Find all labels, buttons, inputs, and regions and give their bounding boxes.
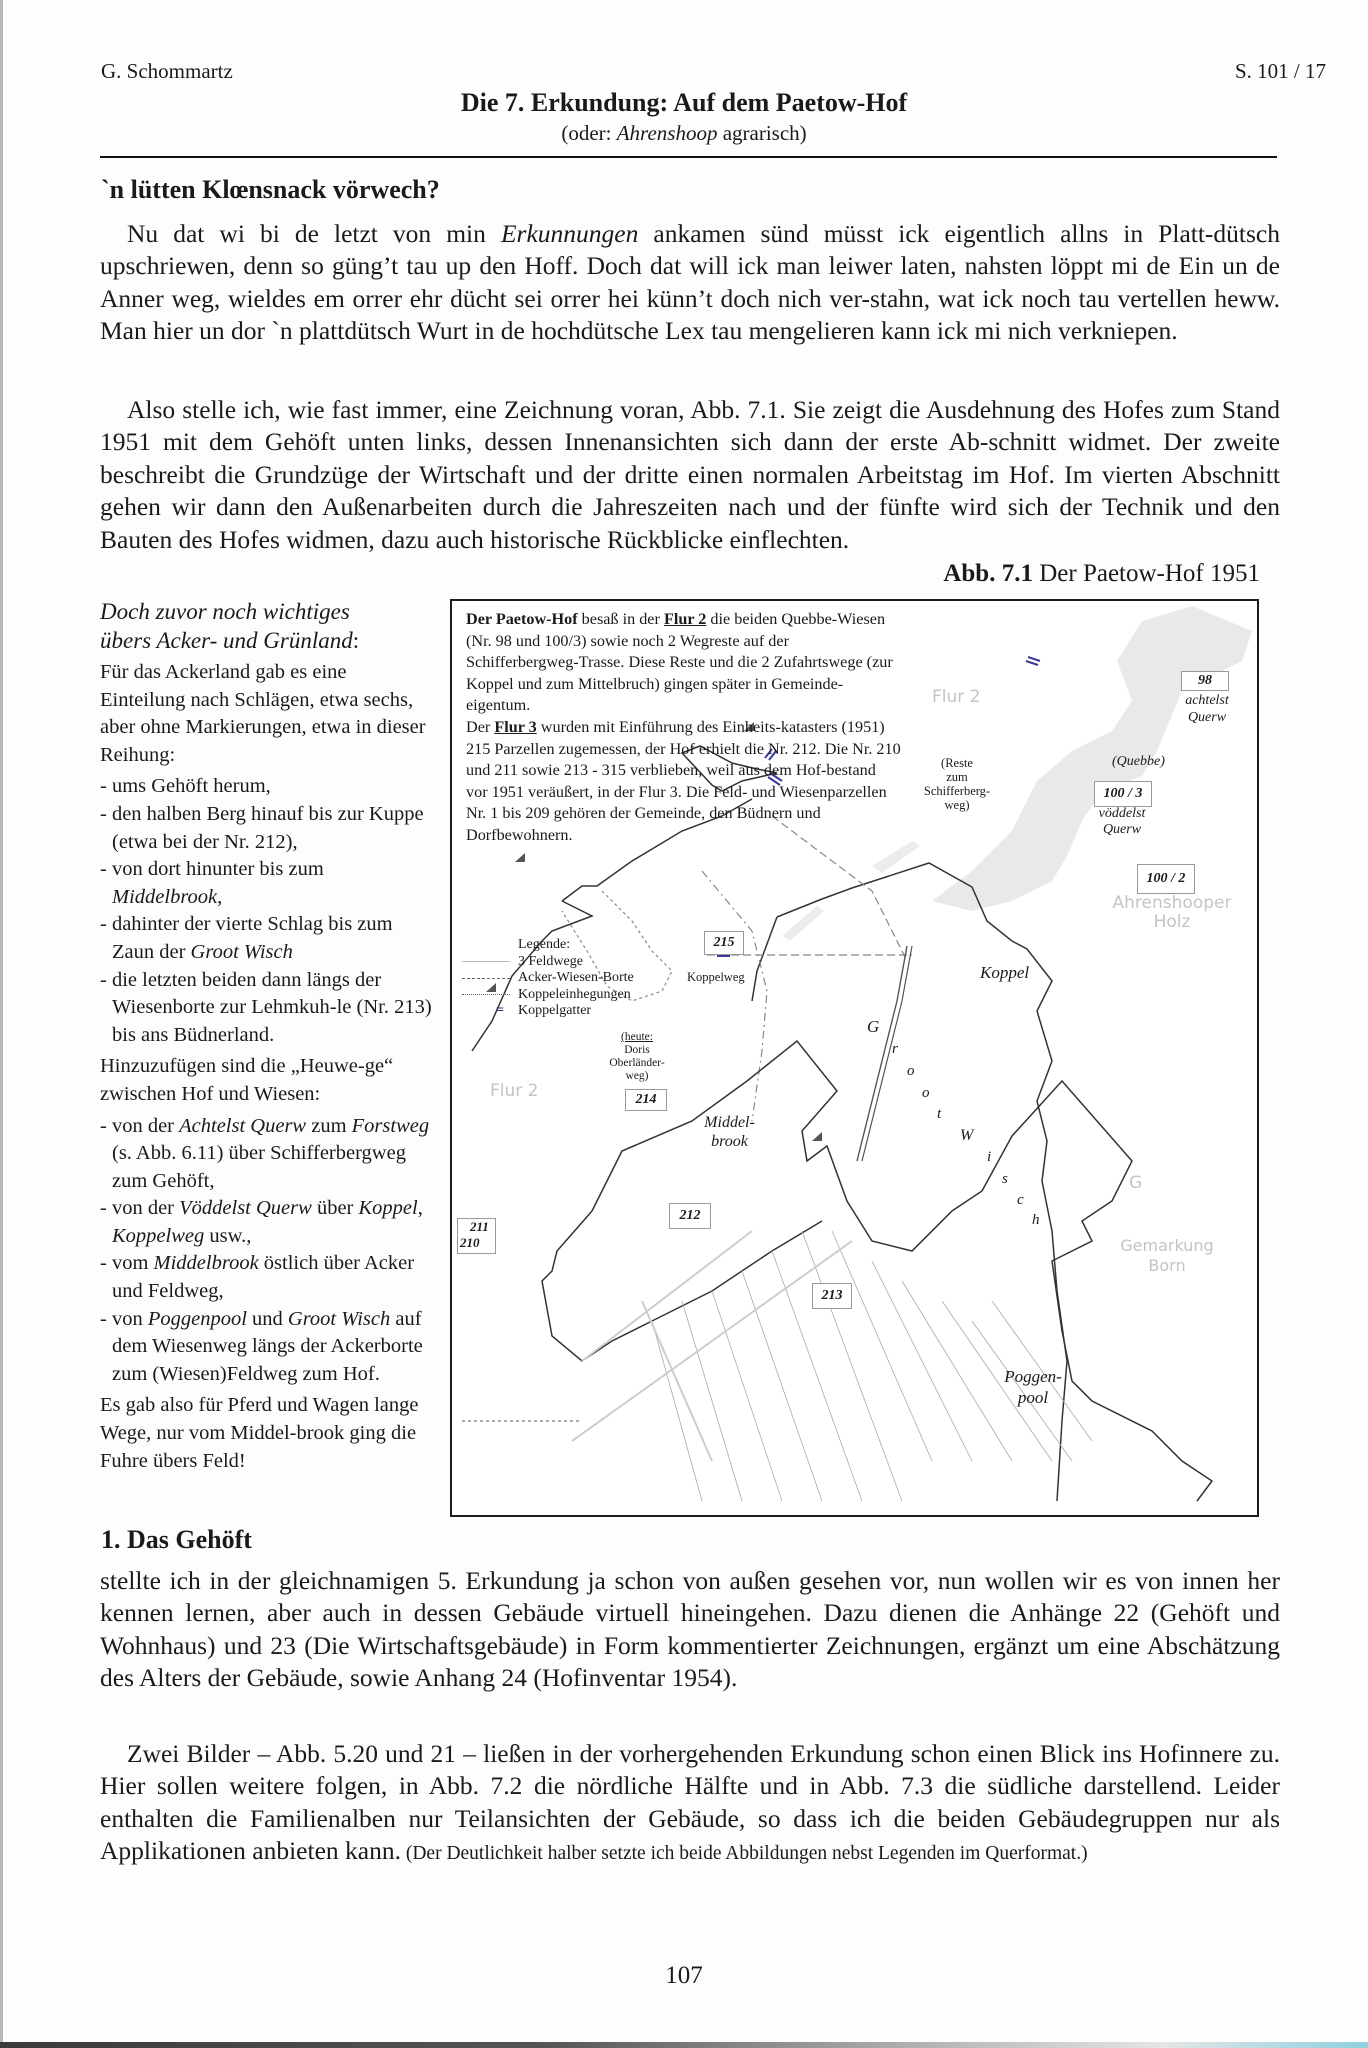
label-groot-wisch: r <box>892 1041 898 1057</box>
page-title: Die 7. Erkundung: Auf dem Paetow-Hof <box>460 88 908 117</box>
text: wurden mit Einführung des Einheits-katasters (1951) 215 Parzellen zugemessen, der Hof erhielt die Nr. 212. Die Nr. 210 und 211 sowie 213 - 315 verblieben, weil aus dem Hof-bestand vor 1951 veräußert, in der Flur 3. Die Feld- und Wiesenparzellen Nr. 1 bis 209 gehören der Gemeinde, den Büdnern und Dorfbewohnern. <box>466 717 901 844</box>
text: und <box>246 1307 288 1330</box>
text: brook <box>711 1133 748 1150</box>
feldweg-double <box>857 946 907 1161</box>
subtitle-suffix: agrarisch) <box>717 121 807 145</box>
parcel-100-2: 100 / 2 <box>1137 864 1195 894</box>
label-flur2: Flur 2 <box>490 1081 539 1101</box>
page-edge <box>0 2042 1368 2048</box>
text: Doch zuvor noch wichtiges <box>100 599 350 624</box>
running-header-author: G. Schommartz <box>101 59 233 83</box>
italic-text: Groot Wisch <box>287 1307 391 1330</box>
text: Middel- <box>704 1114 755 1131</box>
text: Querw <box>1102 822 1142 837</box>
label-flur2: Flur 2 <box>932 687 981 707</box>
legend-item <box>462 987 634 1004</box>
label-reste-schifferbergweg <box>912 756 1002 812</box>
text: Also stelle ich, wie fast immer, eine Zeichnung voran, Abb. 7.1. Sie zeigt die Ausdehnung des Hofes zum Stand 1951 mit dem Gehöft unten links, dessen Innenansichten sich dann der erste Ab-schnitt widmet. Der zweite beschreibt die Grundzüge der Wirtschaft und der dritte einen normalen Arbeitstag im Hof. Im vierten Abschnitt gehen wir dann den Außenarbeiten durch die Jahreszeiten nach und der fünfte wird sich der Technik und den Bauten des Hofes widmen, dazu auch historische Rückblicke einflechten. <box>100 395 1280 554</box>
italic-text: Vöddelst Querw <box>179 1197 312 1220</box>
label-koppel: Koppel <box>980 963 1030 982</box>
sidebar-lead <box>100 597 432 655</box>
legend-item <box>462 970 634 987</box>
text: , <box>417 1197 423 1220</box>
text: besaß in der <box>577 610 664 628</box>
sidebar-text <box>100 597 432 1479</box>
italic-text: Middelbrook <box>112 885 218 908</box>
text: weg) <box>625 1070 649 1082</box>
schifferbergweg-rest-shape <box>782 906 824 941</box>
list-item <box>100 911 432 966</box>
note-bold: Der Paetow-Hof <box>466 610 578 628</box>
list-item <box>100 1113 432 1196</box>
text: über <box>311 1197 359 1220</box>
text: Querw <box>1187 710 1227 725</box>
text: übers Acker- und Grünland <box>100 628 353 653</box>
list-item <box>100 1250 432 1305</box>
legend-label: Acker-Wiesen-Borte <box>518 970 634 985</box>
text: - von der <box>100 1114 180 1137</box>
label-groot-wisch: h <box>1032 1212 1040 1228</box>
list-item: - ums Gehöft herum, <box>100 775 271 798</box>
italic-text: Groot Wisch <box>190 940 293 963</box>
text: stellte ich in der gleichnamigen 5. Erkundung ja schon von außen gesehen vor, nun wollen wir es von innen her kennen lernen, aber auch in dessen Gebäude virtuell hineingehen. Dazu dienen die Anhänge 22 (Gehöft und Wohnhaus) und 23 (Die Wirtschaftsgebäude) in Form kommentierter Zeichnungen, ergänzt um eine Abschätzung des Alters der Gebäude, sowie Anhang 24 (Hofinventar 1954). <box>100 1566 1280 1693</box>
italic-text: Poggenpool <box>147 1307 247 1330</box>
text: (s. Abb. 6.11) über Schifferbergweg zum Gehöft, <box>112 1142 406 1192</box>
text: auf dem Wiesenweg längs der Ackerborte zum (Wiesen)Feldweg zum Hof. <box>112 1307 423 1385</box>
sidebar-paragraph: Für das Ackerland gab es eine Einteilung nach Schlägen, etwa sechs, aber ohne Markierungen, etwa in dieser Reihung: <box>100 661 426 766</box>
text: - dahinter der vierte Schlag bis zum Zaun der <box>100 913 393 963</box>
parcel-211: 211 <box>470 1219 489 1234</box>
figure-caption-label: Abb. 7.1 <box>943 560 1033 587</box>
text: weg) <box>944 798 970 812</box>
text: (Reste <box>941 756 973 770</box>
italic-text: Koppel <box>358 1197 418 1220</box>
text: - von dort hinunter bis zum <box>100 858 324 881</box>
sidebar-paragraph: Es gab also für Pferd und Wagen lange Wege, nur vom Middel-brook ging die Fuhre übers Feld! <box>100 1394 419 1472</box>
figure-caption <box>943 560 1260 588</box>
label-groot-wisch: i <box>987 1149 992 1165</box>
title-rule <box>100 156 1277 158</box>
note-flur3: Flur 3 <box>494 717 537 736</box>
text: die beiden Quebbe-Wiesen (Nr. 98 und 100/3) sowie noch 2 Wegreste auf der Schifferbergweg-Trasse. Diese Reste und die 2 Zufahrtswege (zur Koppel und zum Mittelbruch) gingen später in Gemeinde-eigentum. <box>466 610 893 715</box>
feldweg-light <box>572 1231 852 1461</box>
text: pool <box>1017 1388 1049 1407</box>
page-subtitle <box>0 121 1368 146</box>
list-item: - die letzten beiden dann längs der Wiesenborte zur Lehmkuh-le (Nr. 213) bis ans Büdnerland. <box>100 968 432 1046</box>
koppel-fence <box>702 871 767 1121</box>
text: Schifferberg- <box>923 784 991 798</box>
label-groot-wisch: G <box>867 1017 880 1036</box>
text: zum <box>306 1114 352 1137</box>
text: Poggen- <box>1004 1367 1062 1386</box>
text: - vom <box>100 1252 154 1275</box>
section-heading: 1. Das Gehöft <box>101 1525 252 1554</box>
dash-dot-line-icon <box>462 994 510 995</box>
double-bar-icon: = <box>496 1003 504 1018</box>
italic-text: Achtelst Querw <box>179 1114 307 1137</box>
sidebar-list-2 <box>100 1113 432 1389</box>
parcel-212: 212 <box>669 1203 711 1229</box>
text: Holz <box>1153 912 1191 932</box>
solid-line-icon <box>462 961 510 962</box>
legend-item <box>462 1003 634 1020</box>
figure-note <box>466 609 901 847</box>
label-koppelweg: Koppelweg <box>687 970 745 984</box>
parcel-98: 98 <box>1181 671 1229 691</box>
text: zum <box>946 770 968 784</box>
italic-text: Middelbrook <box>153 1252 259 1275</box>
small-text: (Der Deutlichkeit halber setzte ich beide Abbildungen nebst Legenden im Querformat.) <box>400 1843 1088 1865</box>
legend-label: 3 Feldwege <box>518 953 583 969</box>
italic-text: Forstweg <box>351 1114 430 1137</box>
label-ahrenshooper-holz <box>1097 894 1247 932</box>
legend-label: Koppeleinhegungen <box>518 986 631 1002</box>
label-groot-wisch: t <box>937 1106 942 1122</box>
text: , <box>217 885 223 908</box>
text: vöddelst <box>1098 806 1146 821</box>
note-flur2: Flur 2 <box>663 610 707 628</box>
intro-paragraph-2 <box>100 394 1280 556</box>
text: : <box>352 628 360 653</box>
intro-heading: `n lütten Klœnsnack vörwech? <box>101 175 440 204</box>
subtitle-italic: Ahrenshoop <box>616 121 718 145</box>
list-item <box>100 1195 432 1250</box>
list-item <box>100 856 432 911</box>
page-number: 107 <box>665 1962 703 1989</box>
page-edge <box>0 0 3 2048</box>
legend-title: Legende: <box>518 937 571 952</box>
parcel-211-210 <box>457 1218 496 1254</box>
label-groot-wisch: W <box>960 1127 974 1144</box>
sidebar-paragraph: Hinzuzufügen sind die „Heuwe-ge“ zwischen Hof und Wiesen: <box>100 1055 394 1105</box>
label-middelbrook <box>697 1113 762 1151</box>
label-achtelst-querw <box>1172 692 1242 726</box>
italic-text: Koppelweg <box>112 1224 205 1247</box>
figure-caption-text: Der Paetow-Hof 1951 <box>1032 560 1260 587</box>
feldweg-double <box>862 946 912 1161</box>
text: Zwei Bilder – Abb. 5.20 und 21 – ließen in der vorhergehenden Erkundung schon einen Blick ins Hofinnere zu. Hier sollen weitere folgen, in Abb. 7.2 die nördliche Hälfte und in Abb. 7.3 die südliche darstellend. Leider enthalten die Familienalben nur Teilansichten der Gebäude, so dass ich die beiden Gebäudegruppen nur als Applikationen anbieten kann. <box>100 1739 1280 1866</box>
subtitle-prefix: (oder: <box>561 121 617 145</box>
section1-paragraph-2 <box>100 1738 1280 1871</box>
label-groot-wisch: s <box>1002 1171 1008 1187</box>
list-item: - den halben Berg hinauf bis zur Kuppe (etwa bei der Nr. 212), <box>100 802 424 853</box>
boundary-line <box>752 917 777 1001</box>
label-voeddelst-querw <box>1092 806 1152 838</box>
parcel-100-3: 100 / 3 <box>1094 781 1152 807</box>
running-header-page-ref: S. 101 / 17 <box>1234 59 1326 83</box>
text: Doris <box>624 1044 650 1056</box>
figure-map <box>450 599 1259 1517</box>
text: ankamen sünd müsst ick eigentlich allns in Platt-dütsch upschriewen, denn so güng’t tau up den Hoff. Doch dat will ick man leiwer laten, nahsten löppt mi de Ein un de Anner weg, wieldes em orrer ehr dücht sei orrer hei künn’t doch nich ver-stahn, wat ick noch tau vertellen heww. Man hier un dor `n plattdütsch Wurt in de hochdütsche Lex tau mengelieren kann ick mi nich verkniepen. <box>100 219 1281 346</box>
label-poggenpool <box>998 1366 1068 1408</box>
text: - von <box>100 1307 148 1330</box>
parcel-213: 213 <box>812 1283 852 1309</box>
map-legend <box>462 937 634 1020</box>
label-groot-wisch: c <box>1017 1192 1024 1208</box>
text: Nu dat wi bi de letzt von min <box>127 219 501 248</box>
text: Ahrenshooper <box>1112 893 1232 913</box>
text: Oberländer- <box>609 1057 665 1069</box>
section1-paragraph-1 <box>100 1565 1280 1695</box>
text: (heute: <box>621 1031 653 1043</box>
sidebar-list-1 <box>100 773 432 1049</box>
dashed-line-icon <box>462 978 510 979</box>
text: usw., <box>204 1224 252 1247</box>
label-heute-doris-oberlaender-weg <box>602 1031 672 1083</box>
label-gemarkung-born <box>1107 1236 1227 1276</box>
label-groot-wisch: o <box>907 1063 915 1079</box>
text: Born <box>1148 1256 1186 1275</box>
legend-label: Koppelgatter <box>518 1003 592 1018</box>
intro-paragraph-1 <box>100 218 1280 348</box>
parcel-214: 214 <box>625 1089 667 1111</box>
legend-item <box>462 954 634 971</box>
label-quebbe: (Quebbe) <box>1112 754 1165 769</box>
parcel-215: 215 <box>704 931 744 955</box>
italic-text: Erkunnungen <box>500 219 639 248</box>
text: achtelst <box>1185 693 1229 708</box>
label-groot-wisch: o <box>922 1085 930 1101</box>
list-item <box>100 1306 432 1389</box>
parcel-boundary <box>542 1211 822 1361</box>
parcel-210: 210 <box>460 1235 480 1250</box>
text: - von der <box>100 1197 180 1220</box>
text: östlich über Acker und Feldweg, <box>112 1252 415 1303</box>
text: Der <box>466 717 495 736</box>
text: Gemarkung <box>1120 1236 1214 1255</box>
label-g: G <box>1129 1173 1143 1193</box>
